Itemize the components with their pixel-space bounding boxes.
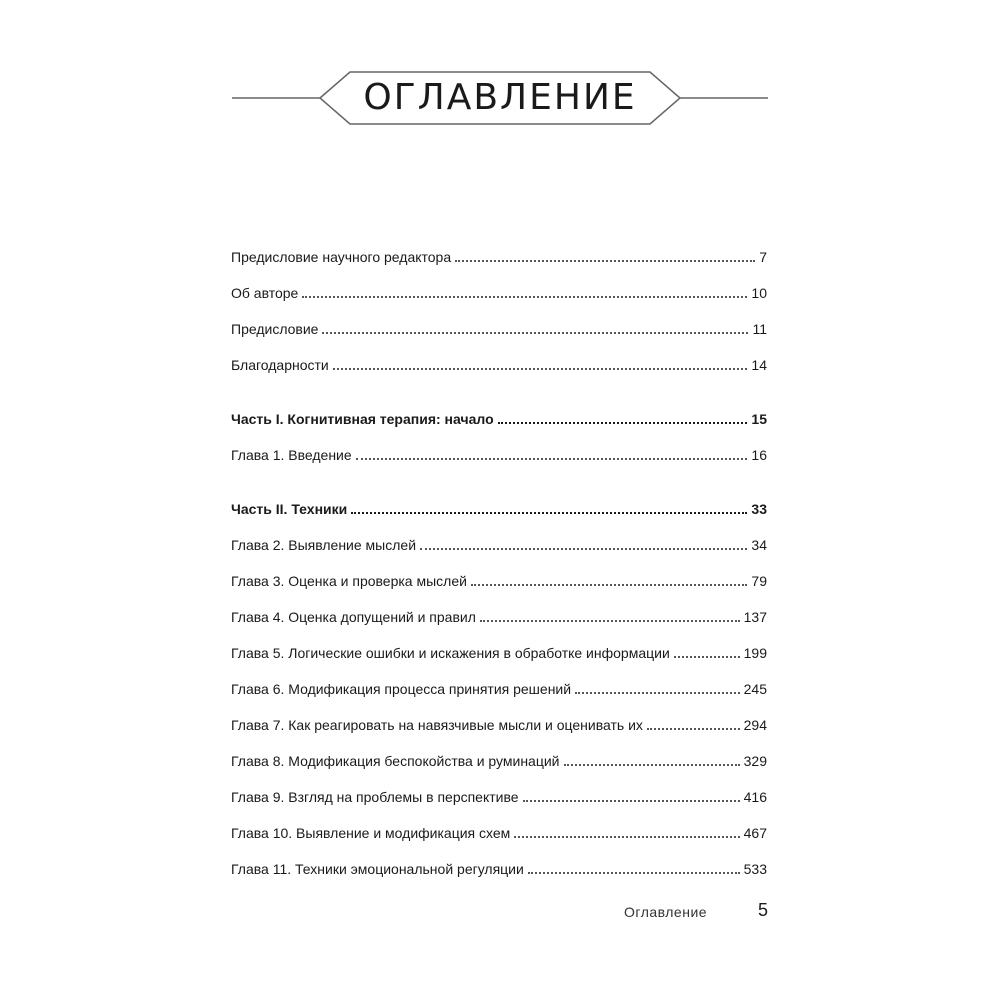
toc-entry-row [231, 246, 767, 268]
toc-dot-leader [575, 692, 740, 694]
toc-dot-leader [564, 764, 740, 766]
toc-entry-title: Глава 7. Как реагировать на навязчивые мысли и оценивать их [231, 717, 643, 733]
toc-entry-page: 34 [751, 537, 767, 553]
toc-dot-leader [498, 422, 748, 424]
toc-entry-title: Глава 11. Техники эмоциональной регуляции [231, 861, 524, 877]
toc-dot-leader [455, 260, 755, 262]
header-banner [232, 70, 768, 126]
toc-dot-leader [528, 872, 740, 874]
toc-entry-page: 7 [759, 249, 767, 265]
toc-entry-row [231, 822, 767, 844]
toc-part-row [231, 408, 767, 430]
toc-entry-title: Часть II. Техники [231, 501, 348, 517]
toc-dot-leader [333, 368, 748, 370]
toc-dot-leader [514, 836, 739, 838]
toc-dot-leader [674, 656, 740, 658]
toc-entry-page: 10 [751, 285, 767, 301]
toc-entry-page: 33 [751, 501, 767, 517]
toc-entry-title: Глава 10. Выявление и модификация схем [231, 825, 511, 841]
toc-entry-row [231, 606, 767, 628]
toc-entry-page: 15 [751, 411, 767, 427]
toc-entry-row [231, 354, 767, 376]
page-title: ОГЛАВЛЕНИЕ [363, 77, 637, 118]
toc-dot-leader [351, 512, 747, 514]
toc-dot-leader [647, 728, 740, 730]
toc-entry-row [231, 534, 767, 556]
toc-dot-leader [523, 800, 740, 802]
toc-entry-title: Глава 1. Введение [231, 447, 352, 463]
toc-dot-leader [356, 458, 748, 460]
toc-entry-row [231, 678, 767, 700]
toc-entry-row [231, 570, 767, 592]
toc-entry-row [231, 750, 767, 772]
toc-entry-page: 467 [743, 825, 767, 841]
toc-entry-title: Предисловие [231, 321, 319, 337]
toc-dot-leader [480, 620, 740, 622]
toc-entry-page: 16 [751, 447, 767, 463]
toc-entry-row [231, 444, 767, 466]
toc-entry-page: 199 [743, 645, 767, 661]
toc-part-row [231, 498, 767, 520]
toc-entry-page: 416 [743, 789, 767, 805]
toc-entry-page: 14 [751, 357, 767, 373]
toc-entry-title: Благодарности [231, 357, 329, 373]
toc-entry-row [231, 714, 767, 736]
toc-dot-leader [302, 296, 747, 298]
toc-entry-page: 245 [743, 681, 767, 697]
toc-entry-page: 329 [743, 753, 767, 769]
toc-entry-title: Глава 5. Логические ошибки и искажения в обработке информации [231, 645, 670, 661]
toc-dot-leader [322, 332, 748, 334]
toc-entry-title: Предисловие научного редактора [231, 249, 452, 265]
toc-entry-title: Глава 9. Взгляд на проблемы в перспективе [231, 789, 519, 805]
toc-entry-page: 79 [751, 573, 767, 589]
toc-entry-title: Глава 8. Модификация беспокойства и руминаций [231, 753, 560, 769]
toc-entry-title: Об авторе [231, 285, 299, 301]
toc-entry-row [231, 858, 767, 880]
toc-entry-row [231, 642, 767, 664]
toc-entry-page: 137 [743, 609, 767, 625]
toc-entry-title: Глава 6. Модификация процесса принятия решений [231, 681, 572, 697]
page-number: 5 [757, 900, 768, 920]
toc-entry-title: Глава 4. Оценка допущений и правил [231, 609, 476, 625]
toc-entry-title: Глава 3. Оценка и проверка мыслей [231, 573, 467, 589]
toc-entry-row [231, 318, 767, 340]
page-footer [600, 900, 768, 926]
toc-entry-page: 533 [743, 861, 767, 877]
toc-entry-title: Часть I. Когнитивная терапия: начало [231, 411, 494, 427]
toc-entry-page: 294 [743, 717, 767, 733]
footer-label: Оглавление [624, 904, 708, 920]
toc-entry-page: 11 [752, 321, 767, 337]
toc-dot-leader [420, 548, 747, 550]
toc-dot-leader [471, 584, 747, 586]
toc-entry-title: Глава 2. Выявление мыслей [231, 537, 417, 553]
toc-entry-row [231, 786, 767, 808]
toc-entry-row [231, 282, 767, 304]
